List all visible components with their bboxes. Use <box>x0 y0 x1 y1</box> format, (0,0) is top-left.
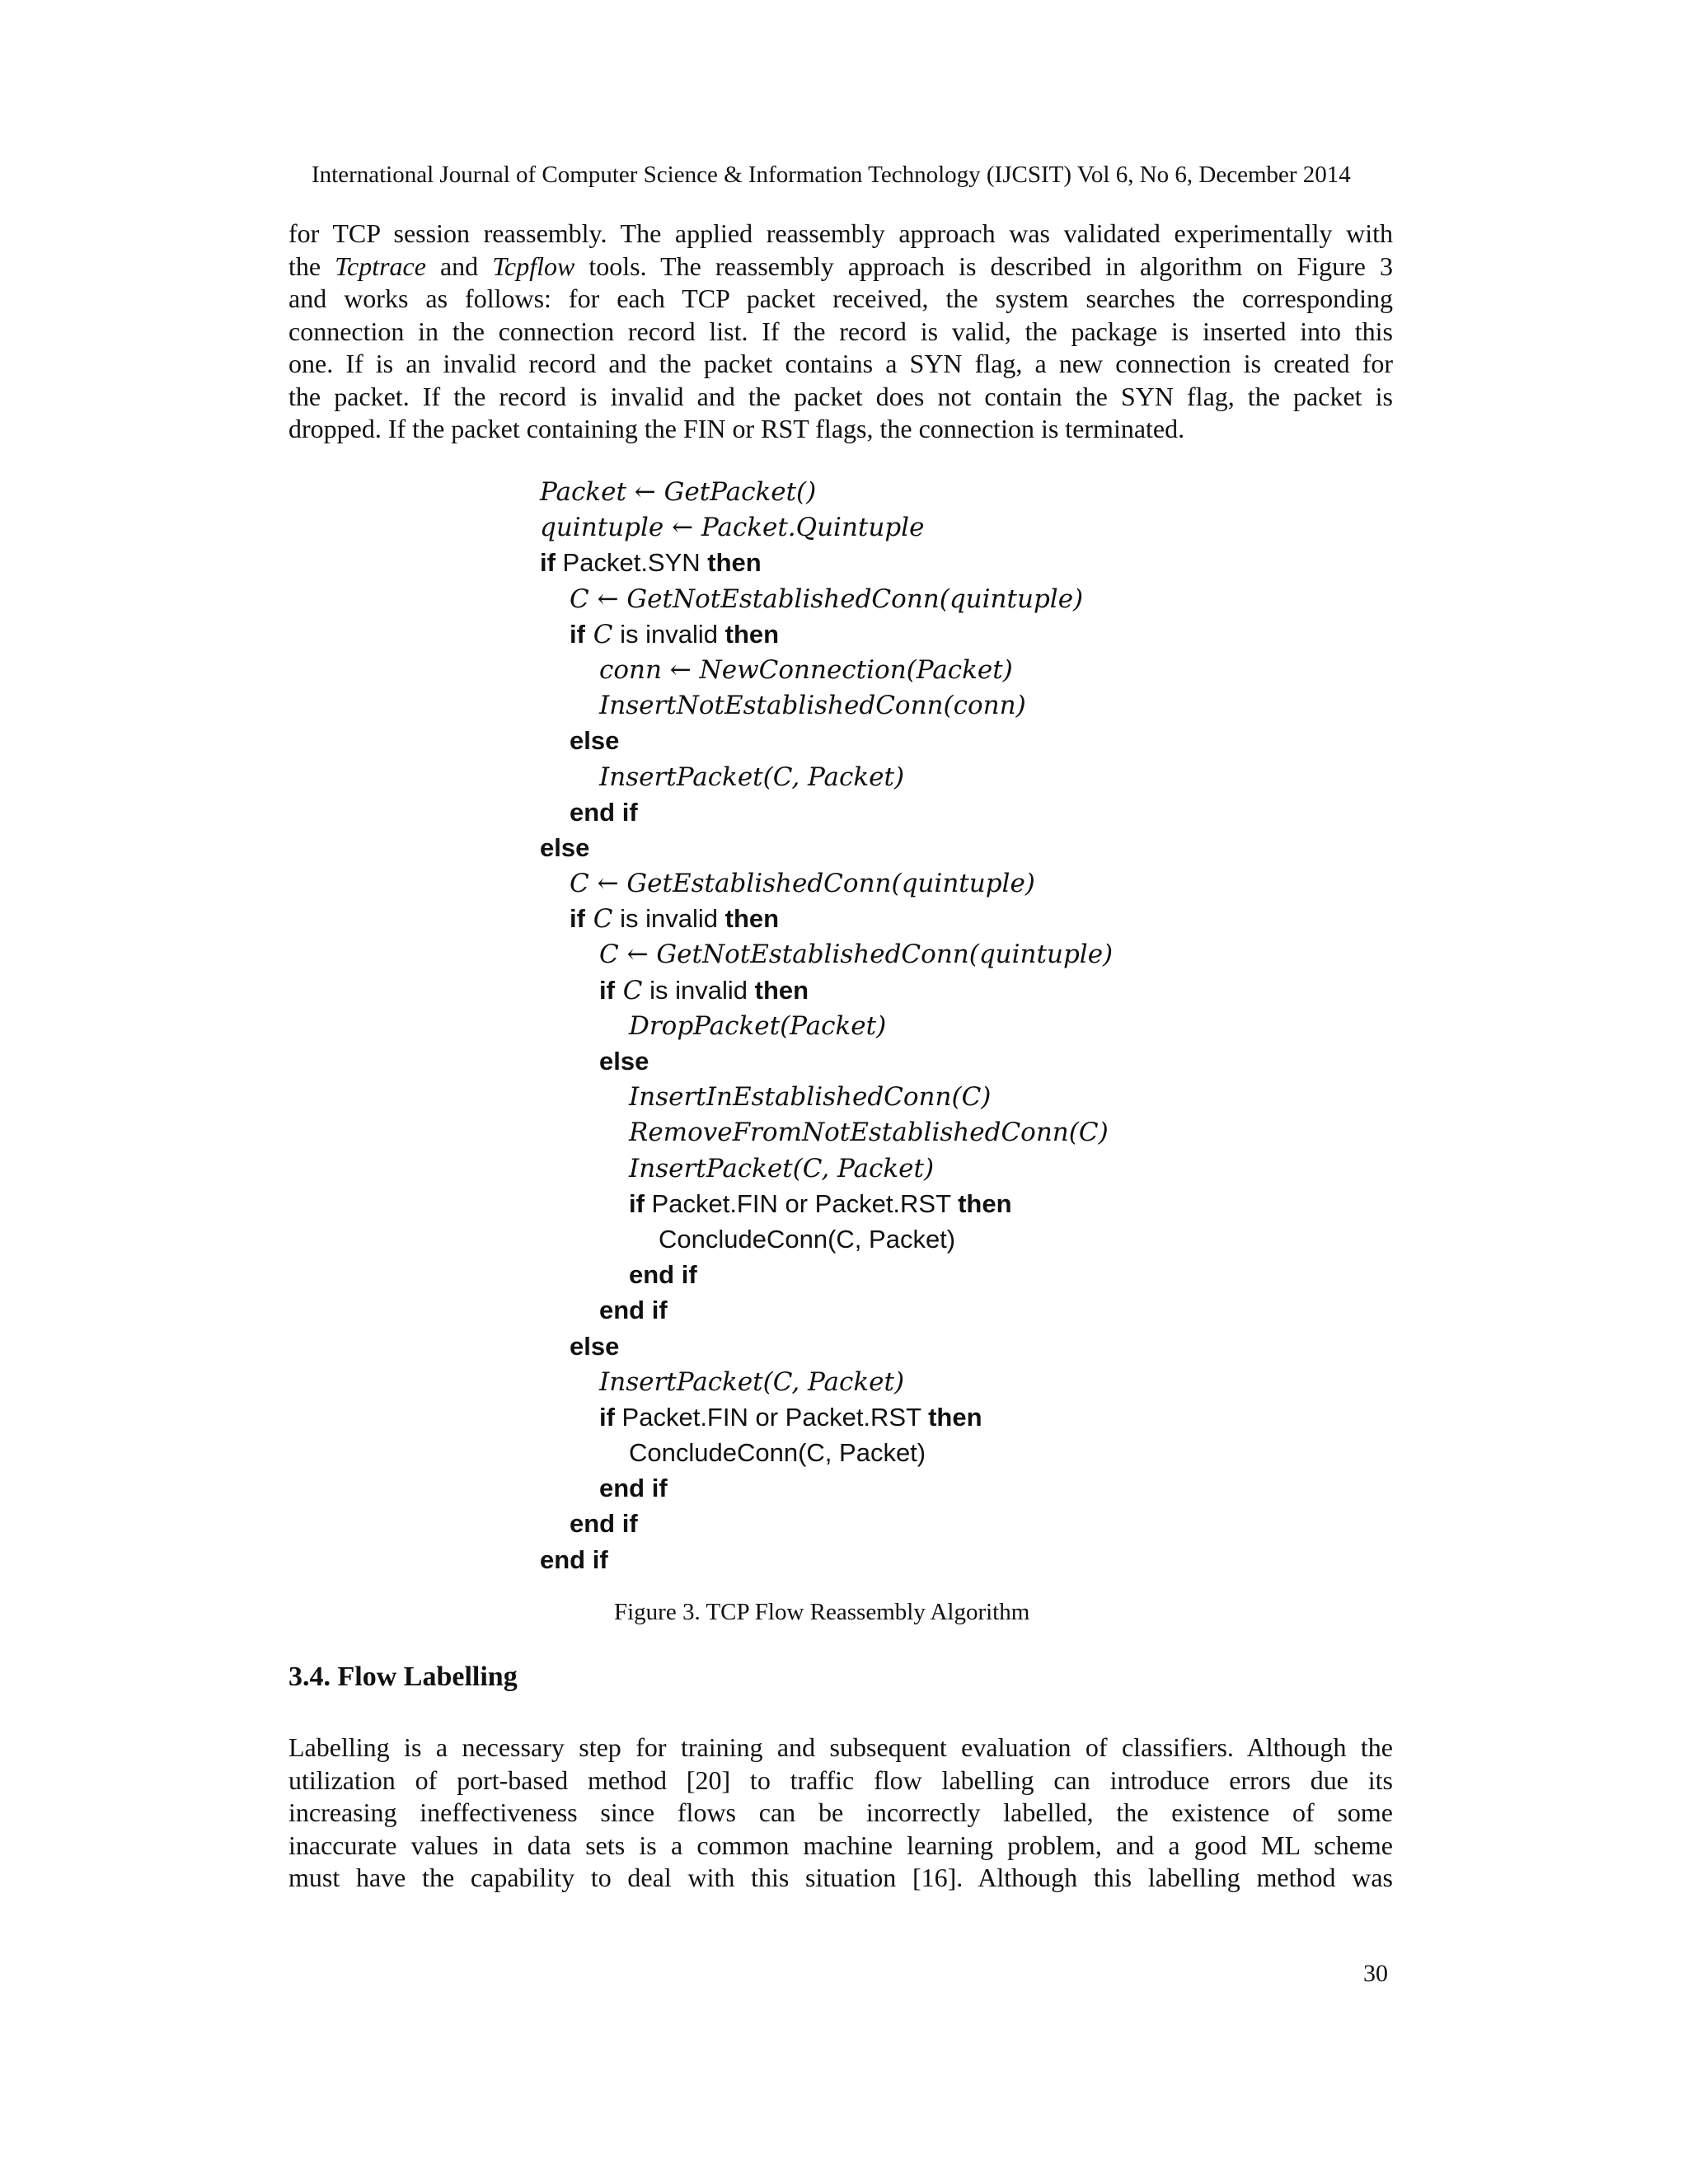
algorithm-math: DropPacket(Packet) <box>629 1010 887 1041</box>
algorithm-math: InsertPacket(C, Packet) <box>629 1153 935 1183</box>
algorithm-line <box>540 509 1282 545</box>
algorithm-line <box>540 1506 1282 1541</box>
algorithm-line <box>540 794 1282 830</box>
algorithm-line <box>540 1435 1282 1470</box>
algorithm-line <box>540 1186 1282 1221</box>
algorithm-math: C <box>584 619 613 649</box>
algorithm-math: InsertInEstablishedConn(C) <box>629 1082 992 1113</box>
algorithm-text: Packet.SYN <box>555 548 708 578</box>
algorithm-line <box>540 687 1282 723</box>
algorithm-keyword: then <box>724 904 780 934</box>
algorithm-line <box>540 1151 1282 1186</box>
algorithm-text: is invalid <box>642 975 755 1005</box>
algorithm-text: ConcludeConn(C, Packet) <box>629 1438 926 1468</box>
algorithm-line <box>540 830 1282 865</box>
algorithm-line <box>540 723 1282 758</box>
algorithm-math: Packet ← GetPacket() <box>540 477 817 507</box>
algorithm-keyword: if <box>570 619 585 649</box>
algorithm-text: is invalid <box>612 904 725 934</box>
algorithm-line <box>540 1364 1282 1399</box>
algorithm-line <box>540 1399 1282 1435</box>
algorithm-text: is invalid <box>612 619 725 649</box>
algorithm-line <box>540 1470 1282 1506</box>
running-header: International Journal of Computer Science & Information Technology (IJCSIT) Vol 6, No 6, December 2014 <box>312 162 1351 188</box>
body-paragraph-reassembly <box>288 218 1393 446</box>
algorithm-line <box>540 616 1282 652</box>
paragraph-line: the packet. If the record is invalid and the packet does not contain the SYN flag, the packet is <box>288 381 1393 411</box>
algorithm-line <box>540 1257 1282 1292</box>
algorithm-keyword: end if <box>540 1544 608 1574</box>
algorithm-line <box>540 1114 1282 1150</box>
algorithm-keyword: if <box>599 975 615 1005</box>
paragraph-line: inaccurate values in data sets is a common machine learning problem, and a good ML scheme <box>288 1830 1393 1860</box>
paragraph-line: utilization of port-based method [20] to traffic flow labelling can introduce errors due its <box>288 1765 1393 1795</box>
algorithm-math: quintuple ← Packet.Quintuple <box>540 513 925 543</box>
tool-name: Tcptrace <box>335 251 426 281</box>
algorithm-keyword: end if <box>599 1474 668 1503</box>
algorithm-math: C <box>584 904 613 935</box>
algorithm-math: InsertPacket(C, Packet) <box>599 762 905 792</box>
algorithm-math: InsertNotEstablishedConn(conn) <box>599 691 1026 721</box>
algorithm-keyword: then <box>724 619 780 649</box>
paragraph-line: and works as follows: for each TCP packet received, the system searches the corresponding <box>288 284 1393 313</box>
tool-name: Tcpflow <box>492 251 575 281</box>
algorithm-keyword: if <box>570 904 585 934</box>
algorithm-math: C ← GetNotEstablishedConn(quintuple) <box>570 583 1084 614</box>
page-number: 30 <box>1363 1960 1388 1987</box>
algorithm-line <box>540 972 1282 1008</box>
algorithm-keyword: else <box>570 726 620 756</box>
algorithm-keyword: else <box>599 1047 649 1076</box>
algorithm-keyword: end if <box>570 797 638 827</box>
algorithm-keyword: then <box>754 975 809 1005</box>
algorithm-line <box>540 865 1282 901</box>
algorithm-keyword: end if <box>629 1260 697 1290</box>
algorithm-keyword: else <box>540 832 590 862</box>
algorithm-text: Packet.FIN or Packet.RST <box>614 1402 929 1432</box>
paragraph-line: connection in the connection record list. If the record is valid, the package is inserted into this <box>288 316 1393 346</box>
paragraph-line: one. If is an invalid record and the packet contains a SYN flag, a new connection is created for <box>288 349 1393 378</box>
paragraph-line: for TCP session reassembly. The applied reassembly approach was validated experimentally with <box>288 218 1393 248</box>
algorithm-keyword: then <box>928 1402 982 1432</box>
algorithm-keyword: then <box>958 1188 1012 1218</box>
algorithm-math: conn ← NewConnection(Packet) <box>599 654 1013 685</box>
algorithm-line <box>540 1221 1282 1257</box>
algorithm-math: C ← GetNotEstablishedConn(quintuple) <box>599 940 1114 970</box>
algorithm-line <box>540 474 1282 509</box>
algorithm-line <box>540 652 1282 687</box>
algorithm-math: InsertPacket(C, Packet) <box>599 1366 905 1397</box>
algorithm-keyword: if <box>540 548 556 578</box>
algorithm-line <box>540 1043 1282 1079</box>
algorithm-text: ConcludeConn(C, Packet) <box>659 1224 956 1254</box>
paragraph-line: the Tcptrace and Tcpflow tools. The reassembly approach is described in algorithm on Figure 3 <box>288 251 1394 281</box>
algorithm-line <box>540 1542 1282 1577</box>
algorithm-figure <box>540 474 1282 1577</box>
algorithm-line <box>540 545 1282 580</box>
algorithm-keyword: end if <box>599 1296 668 1325</box>
paragraph-line: must have the capability to deal with this situation [16]. Although this labelling method was <box>288 1863 1393 1892</box>
algorithm-math: C ← GetEstablishedConn(quintuple) <box>570 869 1035 899</box>
algorithm-keyword: end if <box>570 1509 638 1539</box>
algorithm-line <box>540 1329 1282 1364</box>
algorithm-line <box>540 936 1282 972</box>
figure-caption: Figure 3. TCP Flow Reassembly Algorithm <box>614 1599 1030 1625</box>
algorithm-line <box>540 1008 1282 1043</box>
paragraph-line: dropped. If the packet containing the FIN or RST flags, the connection is terminated. <box>288 414 1185 443</box>
algorithm-keyword: else <box>570 1331 620 1361</box>
algorithm-line <box>540 581 1282 616</box>
algorithm-keyword: if <box>629 1188 645 1218</box>
algorithm-text: Packet.FIN or Packet.RST <box>644 1188 959 1218</box>
paragraph-line: Labelling is a necessary step for training and subsequent evaluation of classifiers. Although the <box>288 1732 1393 1762</box>
section-heading: 3.4. Flow Labelling <box>288 1661 518 1692</box>
body-paragraph-labelling <box>288 1732 1393 1895</box>
algorithm-line <box>540 1079 1282 1114</box>
algorithm-line <box>540 759 1282 794</box>
algorithm-keyword: then <box>707 548 762 578</box>
algorithm-line <box>540 1292 1282 1328</box>
algorithm-math: RemoveFromNotEstablishedConn(C) <box>629 1118 1109 1148</box>
algorithm-keyword: if <box>599 1402 615 1432</box>
algorithm-math: C <box>614 975 643 1005</box>
paragraph-line: increasing ineffectiveness since flows can be incorrectly labelled, the existence of some <box>288 1797 1393 1827</box>
algorithm-line <box>540 901 1282 936</box>
